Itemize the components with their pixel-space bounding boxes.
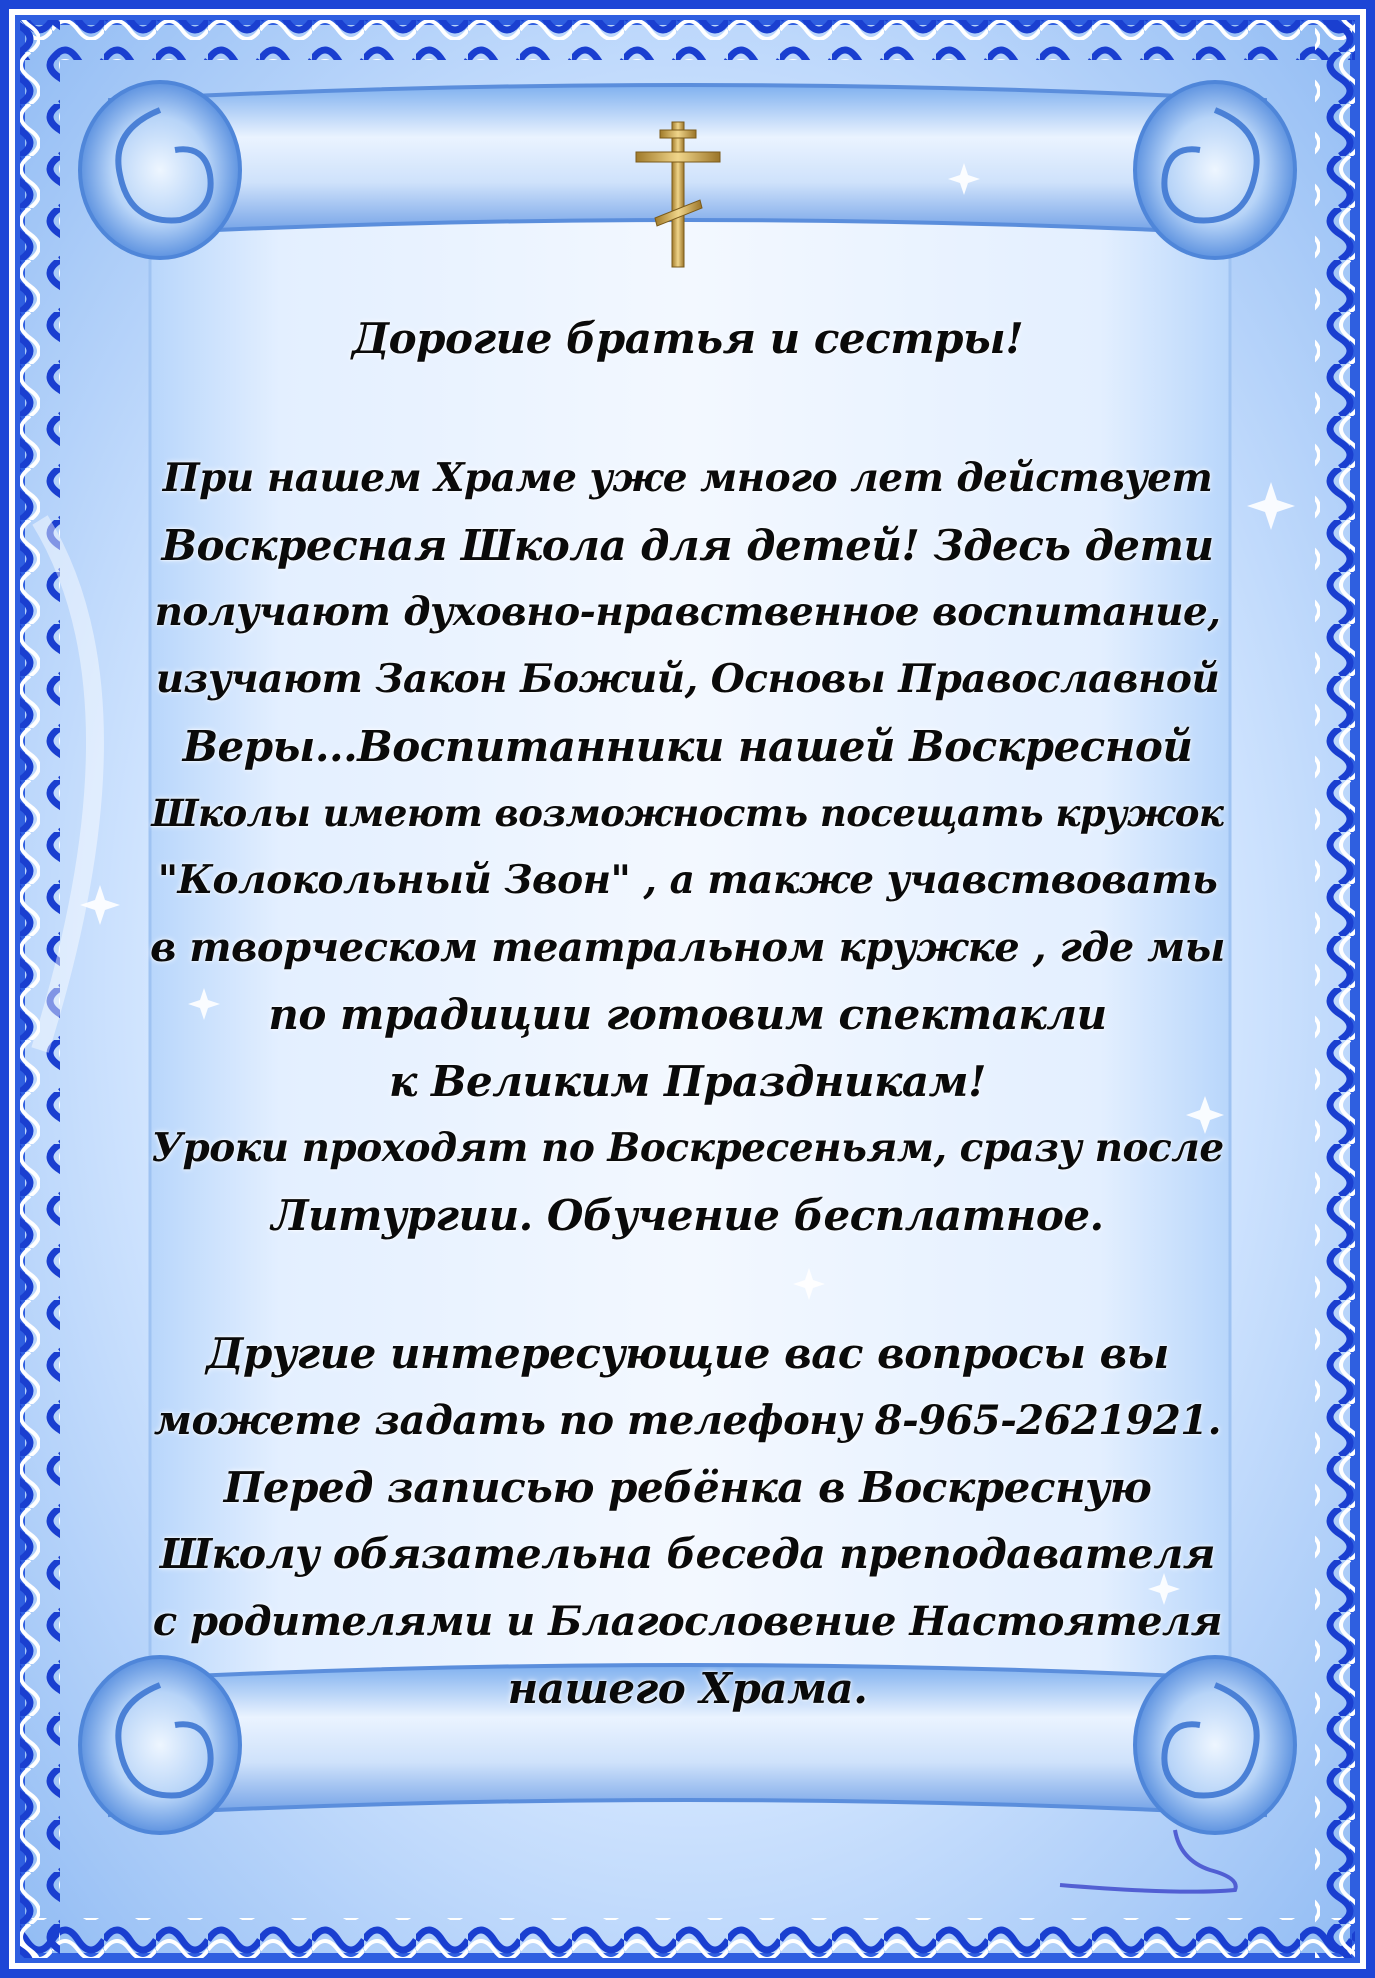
text-line: по традиции готовим спектакли [268, 990, 1107, 1039]
school-description [150, 445, 1225, 1249]
text-line: изучают Закон Божий, Основы Православной [155, 656, 1220, 702]
text-line: Школы имеют возможность посещать кружок [151, 791, 1224, 835]
scroll-curl-icon [1135, 82, 1295, 258]
top-scallop-border [20, 20, 1355, 60]
bottom-scallop-border [20, 1918, 1355, 1958]
contact-information [150, 1320, 1225, 1722]
greeting-heading [150, 305, 1225, 372]
greeting-text: Дорогие братья и сестры! [351, 314, 1024, 363]
text-line: в творческом театральном кружке , где мы [150, 924, 1225, 971]
text-line: Уроки проходят по Воскресеньям, сразу после [151, 1125, 1224, 1171]
text-line: Воскресная Школа для детей! Здесь дети [161, 521, 1214, 570]
scroll-curl-icon [80, 82, 240, 258]
text-line: нашего Храма. [507, 1664, 868, 1713]
text-line: к Великим Праздникам! [389, 1057, 986, 1106]
text-line: Веры...Воспитанники нашей Воскресной [182, 722, 1193, 771]
text-line: Школу обязательна беседа преподавателя [160, 1530, 1215, 1578]
text-line: Перед записью ребёнка в Воскресную [223, 1463, 1152, 1512]
text-line: Литургии. Обучение бесплатное. [271, 1191, 1104, 1240]
text-line: с родителями и Благословение Настоятеля [152, 1598, 1223, 1645]
text-line: Другие интересующие вас вопросы вы [206, 1329, 1169, 1378]
text-line: получают духовно-нравственное воспитание, [154, 589, 1221, 635]
text-line: "Колокольный Звон" , а также учавствовать [157, 857, 1218, 903]
right-scallop-border [1315, 20, 1355, 1958]
text-line: При нашем Храме уже много лет действует [162, 455, 1213, 501]
phone-line: можете задать по телефону 8-965-2621921. [153, 1397, 1222, 1444]
